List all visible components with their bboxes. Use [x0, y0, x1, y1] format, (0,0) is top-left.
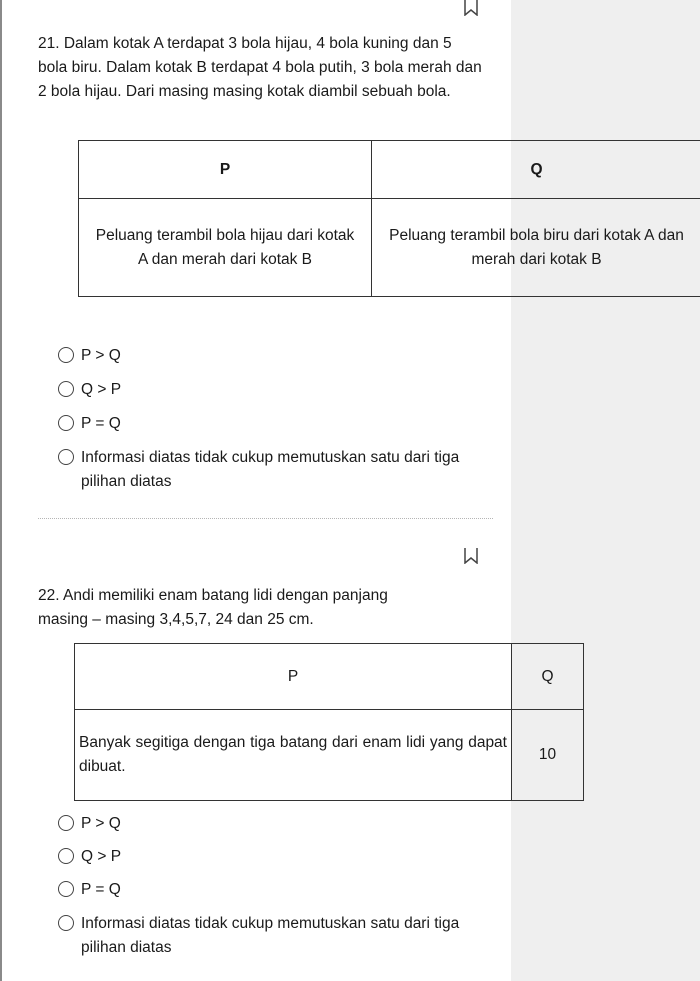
radio-button[interactable] — [58, 848, 74, 864]
option-label: Informasi diatas tidak cukup memutuskan satu dari tiga pilihan diatas — [81, 915, 460, 956]
column-header-q: Q — [372, 141, 700, 199]
option-label: P > Q — [81, 815, 121, 832]
option-label: P > Q — [81, 347, 121, 364]
option-label: P = Q — [81, 415, 121, 432]
cell-p: Peluang terambil bola hijau dari kotak A dan merah dari kotak B — [79, 199, 372, 297]
cell-q: Peluang terambil bola biru dari kotak A dan merah dari kotak B — [372, 199, 700, 297]
option-insufficient-info[interactable] — [58, 446, 461, 494]
radio-button[interactable] — [58, 381, 74, 397]
option-insufficient-info[interactable] — [58, 912, 461, 960]
radio-button[interactable] — [58, 815, 74, 831]
column-header-q: Q — [512, 644, 584, 710]
option-label: Q > P — [81, 848, 122, 865]
question-21-text: 21. Dalam kotak A terdapat 3 bola hijau, 4 bola kuning dan 5 bola biru. Dalam kotak B terdapat 4 bola putih, 3 bola merah dan 2 bola hijau. Dari masing masing kotak diambil sebuah bola. — [38, 35, 482, 100]
radio-button[interactable] — [58, 449, 74, 465]
option-label: Informasi diatas tidak cukup memutuskan satu dari tiga pilihan diatas — [81, 449, 460, 490]
option-p-equals-q[interactable] — [58, 412, 461, 436]
option-label: Q > P — [81, 381, 122, 398]
radio-button[interactable] — [58, 881, 74, 897]
divider — [38, 518, 493, 519]
question-22-table — [74, 643, 584, 801]
option-q-greater-p[interactable] — [58, 378, 461, 402]
bookmark-icon[interactable] — [463, 0, 479, 16]
option-q-greater-p[interactable] — [58, 845, 461, 869]
column-header-p: P — [79, 141, 372, 199]
bookmark-icon[interactable] — [463, 548, 479, 564]
radio-button[interactable] — [58, 915, 74, 931]
radio-button[interactable] — [58, 415, 74, 431]
cell-q: 10 — [512, 710, 584, 801]
radio-button[interactable] — [58, 347, 74, 363]
left-border — [0, 0, 2, 981]
option-p-greater-q[interactable] — [58, 812, 461, 836]
column-header-p: P — [75, 644, 512, 710]
cell-p: Banyak segitiga dengan tiga batang dari enam lidi yang dapat dibuat. — [75, 710, 512, 801]
option-label: P = Q — [81, 881, 121, 898]
question-22-text: 22. Andi memiliki enam batang lidi dengan panjang masing – masing 3,4,5,7, 24 dan 25 cm. — [38, 587, 388, 628]
question-21-table — [78, 140, 700, 297]
option-p-greater-q[interactable] — [58, 344, 461, 368]
option-p-equals-q[interactable] — [58, 878, 461, 902]
